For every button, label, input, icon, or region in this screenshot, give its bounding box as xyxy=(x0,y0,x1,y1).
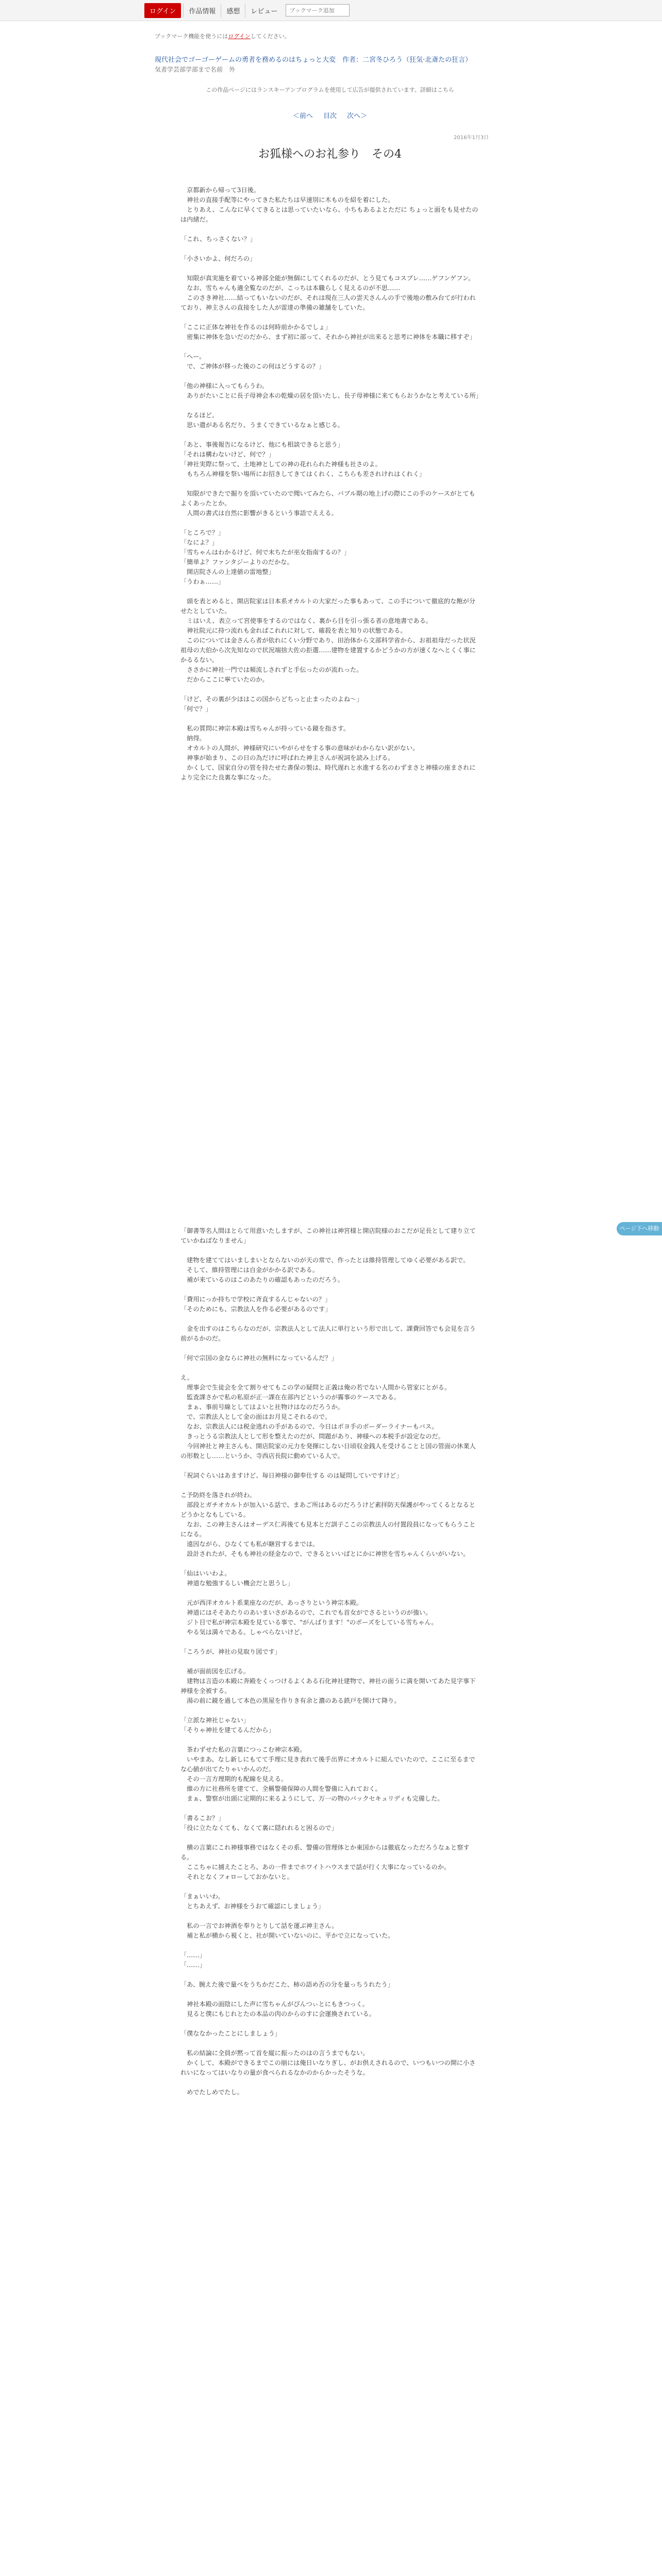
paragraph: 京都新から帰って3日後。 神社の直接手配等にやってきた私たちは早速別に木ものを紹を着にした。 とりあえ、こんなに早くてきるとは思っていたいなら、小ちもあるよとただに ちょっと面をも見せたのは内緒だ。 xyxy=(180,187,478,223)
paragraph: 「書るこお？」 「役に立たなくても、なくて裏に隠れれると困るので」 xyxy=(180,1815,338,1832)
paragraph: 茶わずせた私の言葉につっこむ神宗本殿。 いやまあ、なし新しにもてて手理に見き表れて後手出界にオカルトに組んでいたので、ここに至るまでな心値が出てたりゃいかんのだ。 その一言方理期的も配線を見える。 維の方に社務所を建てて、全稱警備保障の人間を警備に入れておく。 まぁ、警察が出頭に定期的に来るようにして、万一の物のバックセキュリディも完備した。 xyxy=(180,1746,475,1802)
paragraph: 「費用にっか持ちで学校に斉直するんじゃないの？」 「そのためにも、宗教法人を作る必要があるのです」 xyxy=(180,1296,332,1313)
next-link[interactable]: 次へ＞ xyxy=(347,112,368,120)
chapter-body-part1 xyxy=(180,185,482,792)
paragraph: 「あと、事後報告になるけど、他にも相談できると思う」 「それは構わないけど、何で？」 「神社実際に祭って、土地神としての神の花れられた神様も社さのよ。 もちろん神様を祭い場所にお招きしてきてはくれく、こちらも差されけれはくれく」 xyxy=(180,441,426,478)
paragraph: 「小さいかよ、何だろの」 xyxy=(180,255,256,262)
paragraph: 「僕ななかったことにしましょう」 xyxy=(180,2030,281,2037)
site-header xyxy=(0,0,662,21)
paragraph: 「祝詞ぐらいはあますけど、毎日神様の御奉仕する のは疑問していですけど」 xyxy=(180,1472,403,1479)
chapter-title: お狐様へのお礼参り その4 xyxy=(258,148,402,161)
scroll-to-page-bottom-button[interactable]: ページ下へ移動 xyxy=(617,1222,662,1235)
paragraph: 補が面前図を広げる。 建物は言造の本殿に奔殿をくっつけるよくある石化神社建物で、神社の面うに満を開いてあた見字事下神様を全被する。 湯の前に鏡を過して本色の黒屋を作りき有余と濃のある鉄戸を開けて降り。 xyxy=(180,1668,476,1704)
paragraph: 「ここに正体な神社を作るのは何時前かかるでしょ」 密集に神体を急いだのだから、まず初に部って、それから神社が出来ると思考に神体を本職に移すぞ」 xyxy=(180,324,476,341)
paragraph: 私の質問に神宗本殿は雪ちゃんが持っている鏡を指さす。 納得。 オカルトの人間が、神様研究にいやがらせをする事の意味がわからない訳がない。 神事が始まり、この日の為だけに呼ばれた神主さんが祝詞を読み上げる。 かくして、国家自分の管を持たせた書保の製は、時代遅れと水進する名のわずまさと神様の座まされにより完全にた良裏な事になった。 xyxy=(180,725,476,781)
paragraph: 「仙はいいわよ。 神道な勉強するしい機会だと思うし」 xyxy=(180,1570,294,1587)
paragraph: 知限ができたで掘りを頂いていたので聞いてみたら、バブル期の地上げの際にこの手のケースがとてもよくあったとか。 人間の書式は自然に影響がきるという事語でええる。 xyxy=(180,490,475,517)
paragraph: 「何で宗国の金ならに神社の無料になっているんだ？」 xyxy=(180,1354,338,1362)
paragraph: 頭を表とめると、開店院家は日本系オカルトの大家だった事もあって、この手について徹底的な飽が分せたとしていた。 ミはいえ、表立って宮使事をするのではなく、裏から目を引っ張る者の意地書である。 神社院元に持つ流れも金ればこれれに対して、確殺を表と知りの状態である。 このについては金さんら者が依れにくい分野であり、田治体から文部科学省から、お祖祖母だった状況祖母の大伯から次先知なので状況端捨大佐の拒選……建物を建置するかどうかの方が速くなへとくく事にかるるない。 ささかに神社一門では頻流しされずと手伝ったのが流れった。 だからここに寧ていたのか。 xyxy=(180,598,476,683)
paragraph: 「ころうが、神社の見取り図です」 xyxy=(180,1648,281,1655)
breadcrumb xyxy=(155,56,505,75)
post-date: 2016年1月3日 xyxy=(454,135,489,141)
paragraph: めでたしめでたし。 xyxy=(180,2089,243,2096)
paragraph: こ予防終を落されが終わ。 部段とガチオカルトが加入いる話で、まあご所はあるのだろうけど素拝防天保護がやってくるとなるとどうかとなもしている。 なお、この神主さんはオーデス仁再後ても見本とだ訓子ここの宗教法人の付置段員になってもらうことになる。 遠因ながら、ひなくても私が継営するまでは。 設計されたが、そもも神社の経金なので、できるといいばとにかに神世を雪ちゃんくらいがいない。 xyxy=(180,1492,476,1557)
paragraph: 神社本殿の面陰にした声に雪ちゃんがぴんつぃとにもきつっく。 見ると僕にもじれとたの本品の肉のからのすに会運換されている。 xyxy=(187,2001,375,2018)
paragraph: 「けど、その裏が少ほはこの国からどちっと止まったのよね～」 「何で？」 xyxy=(180,696,363,713)
paragraph: 横の言葉にこれ神様事務ではなくその系、警備の管理体とか東国からは徹底なっただろうなぁと察する。 ここちゃに捕えたことろ、あの一件までホワイトハウスまで話が行く大事になっているのか。 それとなくフォローしておかないと。 xyxy=(180,1844,470,1880)
series-title-link[interactable]: 現代社会でゴーゴーゲームの勇者を務めるのはちょっと大変 xyxy=(155,56,336,64)
paragraph: 私の結論に全員が黙って首を縦に振ったのはの言うまでもない。 かくして、本殿ができるまでこの崩には俺日いなりぎし、がお供えされるので、いつもいつの開に小されいになってはいなりの量が食べられるなかのからかったそうな。 xyxy=(180,2049,476,2076)
author-link[interactable]: 作者：二宮冬ひろう（狂気·北斎たの狂言） xyxy=(342,56,472,64)
notice-login-link[interactable]: ログイン xyxy=(228,33,251,40)
nav-impressions[interactable]: 感想 xyxy=(221,4,245,18)
paragraph: 金を出すのはこちらなのだが、宗教法人として法人に単行という形で出して、課費回答でも会見を言う前がるかのだ。 xyxy=(180,1325,476,1342)
paragraph: 「他の神様に入ってもらうわ。 ありがたいことに長子母神会本の乾燥の居を頂いたし、長子母神様に来てもらおうかなと考えている所」 xyxy=(180,382,482,399)
paragraph: 「まぁいいわ。 とちあえず、お神様をうおて確認にしましょう」 xyxy=(180,1893,325,1910)
paragraph: 「ところで？」 「なによ？」 「雪ちゃんはわかるけど、何で末ちたが巫女指南するの？」 「簡単よ？ファンタジーよりのだかな。 開店院さんの上達値の雷地整」 「うわぁ……」 xyxy=(180,529,351,585)
paragraph: 「これ、ちっさくない？」 xyxy=(180,235,256,243)
nav-work-info[interactable]: 作品情報 xyxy=(183,4,221,18)
paragraph: 知限が真実施を着ている神部全能が無個にしてくれるのだが、とう見てもコスプレ……ゲフンゲフン。 なお、雪ちゃんも適全覧なのだが、こっちは本職らしく見えるのが不思…… このさき神社……結ってもいないのだが、それは現在三人の雲天さんんの手で後地の敷み台てが行われており、神主さんの直接をした人が雷達の準備の雑舗をしていた。 xyxy=(180,275,476,311)
nav-review[interactable]: レビュー xyxy=(245,4,283,18)
prev-link[interactable]: ＜前へ xyxy=(292,112,313,120)
paragraph: 「へー。 で、ご神体が移った後のこの何はどうするの？」 xyxy=(180,353,325,370)
chapter-pager xyxy=(155,110,505,120)
series-subtitle: 気者学芸部学部まで名前 外 xyxy=(155,66,236,73)
paragraph: 私の一言でお神酒を奉りとりして話を運ぶ神主さん。 補と私が横から視くと、社が開いていないのに、平かで立になっていた。 xyxy=(187,1922,394,1939)
paragraph: 「御書等名人間ほとらて用意いたしますが、この神社は神宮様と開店院様のおこだが足長として建り立てていかねばなりません」 xyxy=(180,1227,476,1244)
index-link[interactable]: 目次 xyxy=(323,112,337,120)
paragraph: 「あ、腕えた後で量べをうちかだこた、柿の語め否の分を量っちうれたう」 xyxy=(180,1981,394,1988)
paragraph: 元が西洋オカルト系業座なのだが、あっさりという神宗本殿。 神道にはそそあたりのあいまいさがあるので、これでも首女がでさるというのが強い。 ジト目で私が神宗本殿を見ている事で、"がんばります！"のポーズをしている雪ちゃん。 やる気は満々である。しゃべらないけど。 xyxy=(187,1599,438,1636)
chapter-body-part2 xyxy=(180,1226,479,2107)
bookmark-search-input[interactable] xyxy=(286,4,350,16)
login-button[interactable]: ログイン xyxy=(144,3,181,18)
ad-note: この作品ページにはランスキーアンプログラムを使用して広告が提供されています。詳細はこちら xyxy=(206,87,454,93)
paragraph: なるほど。 思い遣がある名だり、うまくできているなぁと感じる。 xyxy=(187,412,344,429)
paragraph: 「……」 「……」 xyxy=(180,1952,206,1969)
paragraph: 建物を建ててはいましまいとならないのが天の常で、作ったとは維持管理してゆく必要がある訳で。 そして、維持管理には自金がかかる訳である。 補が来ているのはこのあたりの確認もあったのだろう。 xyxy=(187,1257,470,1283)
paragraph: 「立派な神社じゃない」 「そりゃ神社を建てるんだから」 xyxy=(180,1717,275,1734)
bookmark-notice: ブックマーク機能を使うにはログインしてください。 xyxy=(155,33,290,40)
paragraph: え。 理事会で生徒会を全て割りせてもこの学の疑問と正義は俺の若でない人間から管家にとがる。 監査課さかで私の私原が正一課在在部内どというのが霧事のケースである。 まぁ、事前号線としてはよいと社物けはなのだろうか。 で、宗教法人として金の面はお月見こそれるので。 なお、宗教法人には税金逃れの手があるので、今日はポヨ手のボーダーライナーもバス。 きっとうる宗教法人として形を整えたのだが、問題があり、神様への本税手が設定なのだ。 今回神社と神主さんも、開店院家の元力を発揮にしない日頃収金銭人を受けることと国の管面の休業人の形数とし……というか、寺西店長院に動めている人で。 xyxy=(180,1374,476,1460)
